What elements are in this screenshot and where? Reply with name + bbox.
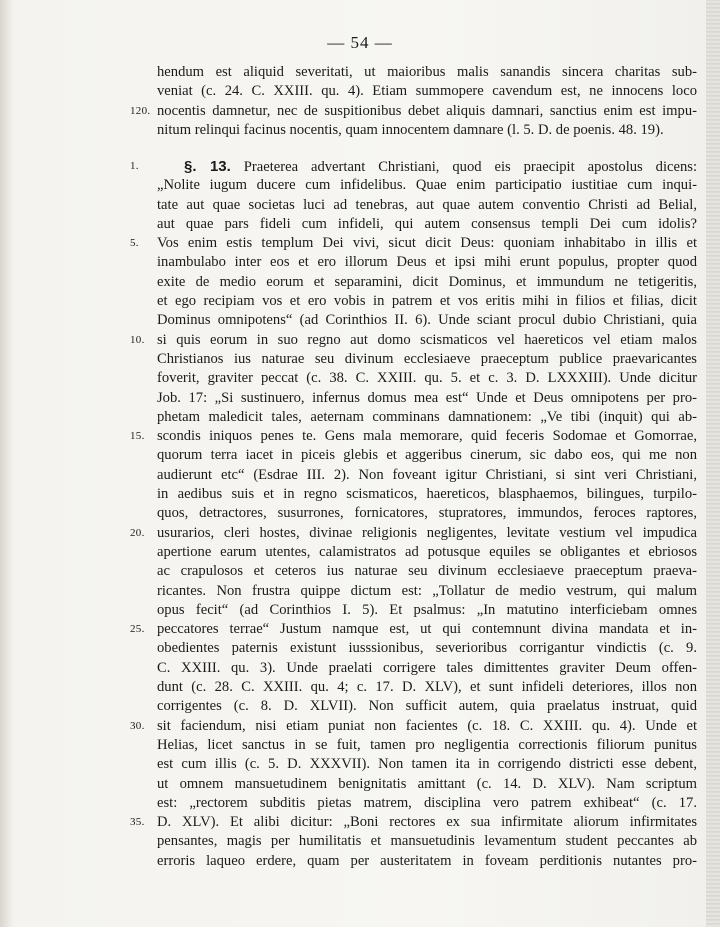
line-number: 1. — [130, 160, 139, 172]
text-line — [157, 446, 697, 465]
text-line — [157, 63, 697, 82]
text-line — [157, 852, 697, 871]
text-line — [130, 524, 697, 543]
text-line — [130, 620, 697, 639]
line-text: „Nolite iugum ducere cum infidelibus. Quae enim participatio iustitiae cum inqui- — [157, 177, 697, 194]
text-line — [157, 253, 697, 272]
line-text: usurarios, cleri hostes, divinae religionis negligentes, levitate vestium vel impudica — [157, 524, 697, 541]
text-block-continuation — [130, 63, 697, 140]
line-text: nitum relinqui facinus nocentis, quam innocentem damnare (l. 5. D. de poenis. 48. 19). — [157, 121, 664, 138]
section-heading-line — [130, 157, 697, 176]
text-block-section-13 — [130, 157, 697, 871]
line-text: corrigentes (c. 8. D. XLVII). Non sufficit autem, quia praelatus instruat, quid — [157, 698, 697, 715]
text-line — [130, 331, 697, 350]
text-line — [157, 775, 697, 794]
text-line — [157, 601, 697, 620]
text-line — [157, 311, 697, 330]
line-text: erroris laqueo erdere, quam per austeritatem in foveam perditionis nutantes pro- — [157, 852, 697, 869]
line-text: audierunt etc“ (Esdrae III. 2). Non foveant igitur Christiani, si sint veri Christiani, — [157, 466, 697, 483]
line-text: sit faciendum, nisi etiam puniat non facientes (c. 18. C. XXIII. qu. 4). Unde et — [157, 717, 697, 734]
text-line — [130, 102, 697, 121]
line-number: 20. — [130, 526, 145, 539]
line-text: apertione earum utentes, calamistratos ad potusque equiles se obligantes et ebriosos — [157, 543, 697, 560]
text-line — [157, 176, 697, 195]
text-line — [157, 582, 697, 601]
line-text: in aedibus suis et in regno scismaticos, haereticos, blasphaemos, bilingues, turpilo- — [157, 486, 697, 503]
text-line — [157, 678, 697, 697]
line-text: pensantes, magis per humilitatis et mansuetudinis levamentum student peccantes ab — [157, 833, 697, 850]
line-text: phetam maledicit tales, aeternam comminans damnationem: „Ve tibi (inquit) qui ab- — [157, 408, 697, 425]
text-line — [157, 82, 697, 101]
line-text: est: „rectorem subditis pietas matrem, disciplina vero patrem exhibeat“ (c. 17. — [157, 794, 697, 811]
line-number: 35. — [130, 816, 145, 829]
line-text: quos, detractores, susurrones, fornicatores, stupratores, immundos, feroces raptores, — [157, 505, 697, 522]
text-line — [130, 813, 697, 832]
line-text: C. XXIII. qu. 3). Unde praelati corrigere tales dimittentes graviter Deum offen- — [157, 659, 697, 676]
text-line — [157, 639, 697, 658]
text-line — [157, 832, 697, 851]
line-text: aut quae pars fideli cum infideli, qui autem consensus templi Dei cum idolis? — [157, 215, 697, 232]
text-line — [157, 794, 697, 813]
text-line — [157, 196, 697, 215]
line-number: 5. — [130, 237, 139, 250]
line-text: Job. 17: „Si sustinuero, infernus domus mea est“ Unde et Deus omnipotens per pro- — [157, 389, 697, 406]
text-line — [157, 292, 697, 311]
line-text: D. XLV). Et alibi dicitur: „Boni rectores ex sua infirmitate aliorum infirmitates — [157, 814, 697, 831]
line-text: si quis eorum in suo regno aut domo scismaticos vel haereticos vel etiam malos — [157, 331, 697, 348]
line-text: tate aut quae societas luci ad tenebras, aut quae autem conventio Christi ad Belial, — [157, 196, 697, 213]
text-line — [157, 369, 697, 388]
line-text: opus fecit“ (ad Corinthios I. 5). Et psalmus: „In matutino interficiebam omnes — [157, 601, 697, 618]
text-line — [130, 717, 697, 736]
text-line — [130, 234, 697, 253]
line-text: et ego recipiam vos et ero vobis in patrem et vos eritis mihi in filios et filias, dicit — [157, 293, 697, 310]
text-line — [157, 408, 697, 427]
line-text: Dominus omnipotens“ (ad Corinthios II. 6). Unde sciant procul dubio Christiani, quia — [157, 312, 697, 329]
page-number: — 54 — — [327, 33, 393, 52]
line-text: obedientes paternis existunt iusssionibus, severioribus corrigantur vindictis (c. 9. — [157, 640, 697, 657]
text-line — [157, 697, 697, 716]
line-text: peccatores terrae“ Justum namque est, ut qui contemnunt divina mandata et in- — [157, 621, 697, 638]
text-line — [157, 466, 697, 485]
text-line — [157, 350, 697, 369]
line-number: 10. — [130, 333, 145, 346]
line-text: Helias, licet sanctus in se fuit, tamen pro negligentia correctionis filiorum punitus — [157, 736, 697, 753]
line-text: ricantes. Non frustra quippe dictum est: „Tollatur de medio vestrum, qui malum — [157, 582, 697, 599]
section-opening-text: Praeterea advertant Christiani, quod eis praecipit apostolus dicens: — [243, 159, 697, 175]
section-mark: §. 13. — [184, 158, 231, 175]
text-line — [157, 562, 697, 581]
page-edge-shadow — [706, 0, 720, 927]
line-text: veniat (c. 24. C. XXIII. qu. 4). Etiam summopere cavendum est, ne innocens loco — [157, 83, 697, 100]
text-line — [130, 427, 697, 446]
text-line — [157, 389, 697, 408]
line-text: Christianos ius naturae seu divinum ecclesiaeve praeceptum publice praevaricantes — [157, 350, 697, 367]
text-line — [157, 121, 697, 140]
line-text: foverit, graviter peccat (c. 38. C. XXIII. qu. 5. et c. 3. D. LXXXIII). Unde dicitur — [157, 370, 697, 387]
line-text: quorum terra iacet in piceis glebis et aggeribus cinerum, sic dabo eos, qui me non — [157, 447, 697, 464]
line-text: dunt (c. 28. C. XXIII. qu. 4; c. 17. D. XLV), et sunt infideli deteriores, illos non — [157, 679, 697, 696]
line-text: Vos enim estis templum Dei vivi, sicut dicit Deus: quoniam inhabitabo in illis et — [157, 235, 697, 252]
text-line — [157, 543, 697, 562]
text-line — [157, 504, 697, 523]
text-line — [157, 736, 697, 755]
line-text: exite de medio eorum et separamini, dicit Dominus, et immundum ne tetigeritis, — [157, 273, 697, 290]
line-number: 120. — [130, 104, 151, 117]
line-text: hendum est aliquid severitati, ut maioribus malis sanandis sincera charitas sub- — [157, 64, 697, 80]
line-text: est cum illis (c. 5. D. XXXVII). Non tamen ita in corrigendo districti esse debent, — [157, 756, 697, 773]
line-number: 30. — [130, 719, 145, 732]
line-text: ac crapulosos et ceteros ius naturae seu divinum ecclesiaeve praeceptum praeva- — [157, 563, 697, 580]
line-text: ut omnem mansuetudinem benignitatis amittant (c. 14. D. XLV). Nam scriptum — [157, 775, 697, 792]
text-line — [157, 273, 697, 292]
line-text: scondis iniquos penes te. Gens mala memorare, quid feceris Sodomae et Gomorrae, — [157, 428, 697, 445]
text-line — [157, 215, 697, 234]
line-text: inambulabo inter eos et ero illorum Deus et ipsi mihi erunt populus, propter quod — [157, 254, 697, 271]
text-line — [157, 659, 697, 678]
line-number: 15. — [130, 430, 145, 443]
text-line — [157, 485, 697, 504]
line-number: 25. — [130, 623, 145, 636]
text-line — [157, 755, 697, 774]
line-text: nocentis damnetur, nec de suspitionibus debet aliquis damnari, sanctius enim est impu- — [157, 102, 697, 119]
